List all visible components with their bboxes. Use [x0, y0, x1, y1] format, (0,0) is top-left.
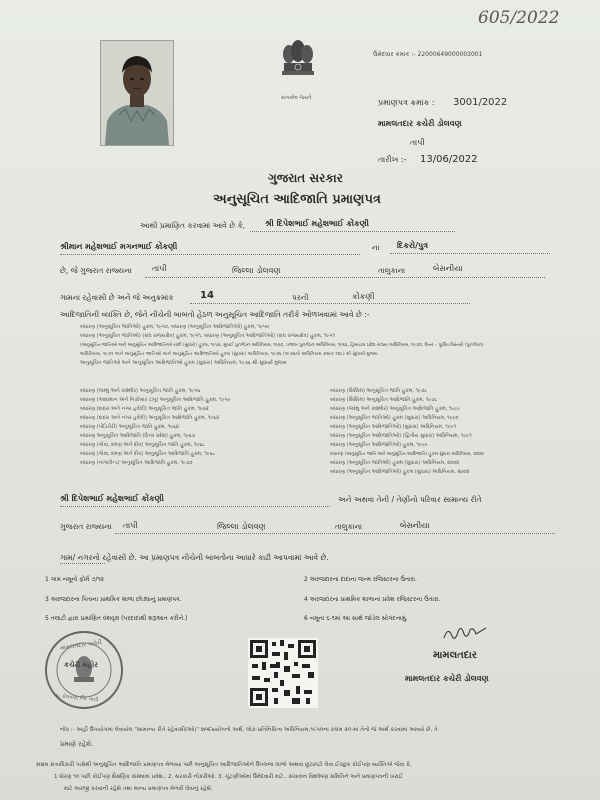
signatory-office: મામલતદાર કચેરી ડોલવણ	[405, 674, 489, 683]
order-line-2: બંધારણ (અનુસૂચિત જાતિઓ) (સંઘ રાજ્યક્ષેત્ર) હુકમ, ૧૯૫૧, બંધારણ (અનુસૂચિત આદિજાતિઓ) (સંઘ રાજ્યક્ષેત્ર) હુકમ, ૧૯૫૧	[80, 333, 336, 339]
taluka-label-2: તાલુકાના	[335, 522, 363, 531]
tribe-label: પરની	[292, 293, 309, 302]
qr-code-icon	[248, 638, 318, 708]
family-name: શ્રી દિપેશભાઈ મહેશભાઈ કોંકણી	[60, 494, 164, 503]
taluka-label: તાલુકાના	[378, 266, 406, 275]
seal-text-bottom: તા. ડોલવણ, જિ. તાપી	[53, 692, 99, 704]
state-text-2: ગુજરાત રાજ્યના	[60, 522, 112, 531]
order-right-item: બંધારણ (જમ્મુ અને કાશ્મીર) અનુસૂચિત આદિજાતિ હુકમ, ૧૯૮૯	[330, 406, 461, 412]
tribe-value: કોંકણી	[352, 292, 375, 301]
footer-line-2: 1 ધોરણ ૧૦ પછી કોઈપણ શૈક્ષણિક સંસ્થામાં પ્રવેશ.. 2. સરકારી નોકરીઓ. 3. ચૂંટણીઓમાં ઉમેદવારી માટે.. સંચાલન વિશ્લેષણ સમિતિને અને પ્રમાણપત્રની ખરાઈ	[54, 774, 403, 780]
district-label-2: જિલ્લા ડોલવણ	[217, 522, 266, 531]
order-line-4: અધિનિયમ, ૧૯૭૧ અને અનુસૂચિત જાતિઓ અને અનુસૂચિત આદિજાતિઓ હુકમ (સુધારા) અધિનિયમ, ૧૯૭૬ (૧૯૭૬નો અધિનિયમ ક્રમાંક ૧૦૮) થી સુધાર્યા મુજબ	[80, 352, 378, 357]
order-left-item: બંધારણ (પોંડિચેરી) અનુસૂચિત જાતિ હુકમ, ૧૯૬૪	[80, 424, 180, 430]
district-value: તાપી	[152, 264, 167, 273]
order-right-item: બંધારણ (અનુસૂચિત જાતિઓ) હુકમ (સુધારા) અધિનિયમ, ૨૦૦૨	[330, 460, 460, 466]
document-item: 3 અરજદારના પિતાના પ્રાથમિક શાળા છોડ્યાનું પ્રમાણપત્ર.	[45, 596, 182, 603]
order-right-item: બંધારણ (અનુસૂચિત આદિજાતિઓ) (સુધારા) અધિનિયમ, ૧૯૯૧	[330, 424, 457, 430]
serial-number: ઉમેદવાર ક્રમાંક :- 22000649000003001	[373, 51, 483, 58]
footer-line-3: માટે અરજી કરવાની રહેશે તથા માન્ય પ્રમાણપત્ર મેળવી લેવાનું રહેશે.	[64, 786, 213, 792]
order-left-item: બંધારણ (ગોવા, દમણ અને દીવ) અનુસૂચિત જાતિ હુકમ, ૧૯૬૮	[80, 442, 205, 448]
village-value: બેસનીયા	[433, 264, 463, 273]
document-item: 5 તલાટી દ્વારા પ્રમાણિત વંશવૃક્ષ (પરદાદાથી શરૂઆત કરીને.)	[45, 615, 188, 622]
district-value-2: તાપી	[123, 521, 138, 530]
issued-basis-text: ગામ/ નગરનો રહેવાસી છે. આ પ્રમાણપત્ર નીચેની બાબતોના આધારે કાઢી આપવામાં આવે છે.	[60, 553, 329, 562]
signature	[442, 622, 488, 644]
document-item: 1 ગામ નમૂનો ફોર્મ ૭/૧૨	[45, 576, 104, 583]
order-right-item: બંધારણ (અનુસૂચિત આદિજાતિઓ) (દ્વિતીય સુધારા) અધિનિયમ, ૧૯૯૧	[330, 433, 472, 439]
order-right-item: બંધારણ (સિક્કિમ) અનુસૂચિત જાતિ હુકમ, ૧૯૭૮	[330, 388, 428, 394]
document-item: 2 અરજદારના દાદાના જન્મ રજિસ્ટરના ઉતારા.	[304, 576, 417, 583]
order-line-5: અનુસૂચિત જાતિઓ અને અનુસૂચિત આદિજાતિઓ હુકમ (સુધારા) અધિનિયમ, ૧૯૭૬ થી સુધાર્યા મુજબ	[80, 360, 287, 366]
family-text: અને અથવા તેની / તેણીનો પરિવાર સામાન્ય રીતે	[338, 495, 482, 504]
seal-text-center: કચેરી મહોર	[64, 661, 98, 669]
applicant-photo	[100, 40, 174, 146]
seal-text-top: મામલતદાર કચેરી	[59, 639, 103, 652]
applicant-portrait-image	[101, 41, 173, 145]
order-left-item: બંધારણ (જમ્મુ અને કાશ્મીર) અનુસૂચિત જાતિ હુકમ, ૧૯૫૬	[80, 388, 201, 394]
order-left-item: બંધારણ (આંદામાન અને નિકોબાર ટાપુ) અનુસૂચિત આદિજાતિ હુકમ, ૧૯૫૯	[80, 397, 231, 403]
note-line-2: પ્રમાણે રહેશે.	[60, 740, 94, 748]
order-left-item: બંધારણ (દાદરા અને નગર હવેલી) અનુસૂચિત જાતિ હુકમ, ૧૯૬૨	[80, 406, 209, 412]
signature-scribble-icon	[442, 622, 488, 644]
order-left-item: બંધારણ (ગોવા, દમણ અને દીવ) અનુસૂચિત આદિજાતિ હુકમ, ૧૯૬૮	[80, 451, 216, 457]
date-value: 13/06/2022	[420, 154, 478, 165]
state-text: છે, જે ગુજરાત રાજ્યના	[60, 266, 132, 275]
signatory-title: મામલતદાર	[433, 650, 477, 661]
order-right-item: બંધારણ (અનુસૂચિત આદિજાતિઓ) હુકમ (સુધારા) અધિનિયમ, ૨૦૦૨	[330, 469, 470, 475]
resident-text: ગામના રહેવાસી છે અને જે અનુક્રમાંક	[60, 293, 174, 302]
relation-prefix: ના	[372, 243, 380, 252]
relation-value: દિકરો/પુત્ર	[397, 241, 429, 250]
certify-text: આથી પ્રમાણિત કરવામાં આવે છે કે,	[140, 221, 246, 230]
recognition-text: આદિજાતિની વ્યક્તિ છે, જેને નીચેની બાબતો હેઠળ અનુસૂચિત આદિજાતિ તરીકે ઓળખવામાં આવે છે :-	[60, 310, 370, 319]
order-line-3: (અનુસૂચિત જાતિઓ અને અનુસૂચિત આદિજાતિઓ યાદી (સુધારા) હુકમ, ૧૯૫૬, મુંબઈ પુનર્ગઠન અધિનિયમ, ૧૯૬૦, પંજાબ પુનર્ગઠન અધિનિયમ, ૧૯૬૬, હિમાચલ પ્રદેશ રાજ્ય અધિનિયમ, ૧૯૭૦, ઉત્તર – પૂર્વીય વિસ્તારો (પુનર્ગઠન)	[80, 343, 484, 348]
certificate-title: અનુસૂચિત આદિજાતિ પ્રમાણપત્ર	[213, 192, 381, 207]
date-label: તારીખ :-	[378, 155, 407, 164]
order-left-item: બંધારણ (દાદરા અને નગર હવેલી) અનુસૂચિત આદિજાતિ હુકમ, ૧૯૬૨	[80, 415, 220, 421]
document-item: 6 નમૂના ૬-૧માં આ સાથે જોડેલ સોગંદનામું.	[304, 615, 408, 622]
district-label: જિલ્લા ડોલવણ	[232, 266, 281, 275]
issuer-office: મામલતદાર કચેરી ડોલવણ	[378, 119, 462, 128]
handwritten-reference: 605/2022	[478, 8, 560, 28]
note-line-1: નોંધ :- અહીં ઉપયોગમાં લેવાયેલ "સામાન્ય રીતે રહેવાસી(ઓ)" શબ્દપ્રયોગનો અર્થ, લોક-પ્રતિનિધિત્વ અધિનિયમ,૧૯૫૦ના કલમ ૨૦-માં તેનો જે અર્થ કરવામાં આવ્યો છે, તે	[60, 727, 438, 733]
order-right-item: બંધારણ (અનુસૂચિત આદિજાતિઓ) હુકમ, ૧૯૯૯	[330, 442, 428, 448]
order-right-item: બંધારણ (અનુસૂચિત જાતિ અને અનુસૂચિત આદિજાતિ) હુકમ સુધારા અધિનિયમ, ૨૦૦૨	[330, 452, 484, 457]
certificate-number-value: 3001/2022	[453, 97, 508, 108]
order-right-item: બંધારણ (સિક્કિમ) અનુસૂચિત આદિજાતિ હુકમ, ૧૯૭૮	[330, 397, 438, 403]
qr-code	[248, 638, 318, 708]
serial-entry-value: 14	[200, 290, 214, 301]
father-name: શ્રીમાન મહેશભાઈ મગનભાઈ કોંકણી	[60, 242, 178, 251]
order-left-item: બંધારણ અનુસૂચિત આદિજાતિ (ઉત્તર પ્રદેશ) હુકમ, ૧૯૬૭	[80, 433, 195, 439]
issuer-district: તાપી	[410, 138, 425, 147]
certificate-number-label: પ્રમાણપત્ર ક્રમાંક :	[378, 98, 435, 107]
government-title: ગુજરાત સરકાર	[268, 171, 343, 185]
village-value-2: બેસનીયા	[400, 521, 430, 530]
order-right-item: બંધારણ (અનુસૂચિત જાતિઓ) હુકમ (સુધારા) અધિનિયમ, ૧૯૯૦	[330, 415, 459, 421]
order-left-item: બંધારણ (નાગાલેન્ડ) અનુસૂચિત આદિજાતિ હુકમ, ૧૯૭૦	[80, 460, 193, 466]
document-item: 4 અરજદારના પ્રાથમિક શાળાના પ્રવેશ રજિસ્ટરના ઉતારા.	[304, 596, 441, 603]
order-line-1: બંધારણ (અનુસૂચિત જાતિઓ) હુકમ, ૧૯૫૦, બંધારણ (અનુસૂચિત આદિજાતિઓ) હુકમ, ૧૯૫૦	[80, 324, 270, 330]
emblem-motto: સત્યમેવ જયતે	[281, 95, 312, 101]
footer-line-1: સક્ષમ સત્તાધિકારી પાસેથી અનુસૂચિત આદિજાતિ પ્રમાણપત્ર મેળવ્યા પછી અનુસૂચિત આદિજાતિઓને ઉપલબ્ધ લાભો અથવા છૂટછાટો લેવા ઈચ્છુક કોઈપણ વ્યક્તિએ જેવા કે,	[36, 762, 412, 768]
ashoka-emblem-icon	[278, 36, 318, 100]
applicant-name: શ્રી દિપેશભાઈ મહેશભાઈ કોંકણી	[265, 219, 369, 228]
national-emblem	[278, 36, 318, 100]
